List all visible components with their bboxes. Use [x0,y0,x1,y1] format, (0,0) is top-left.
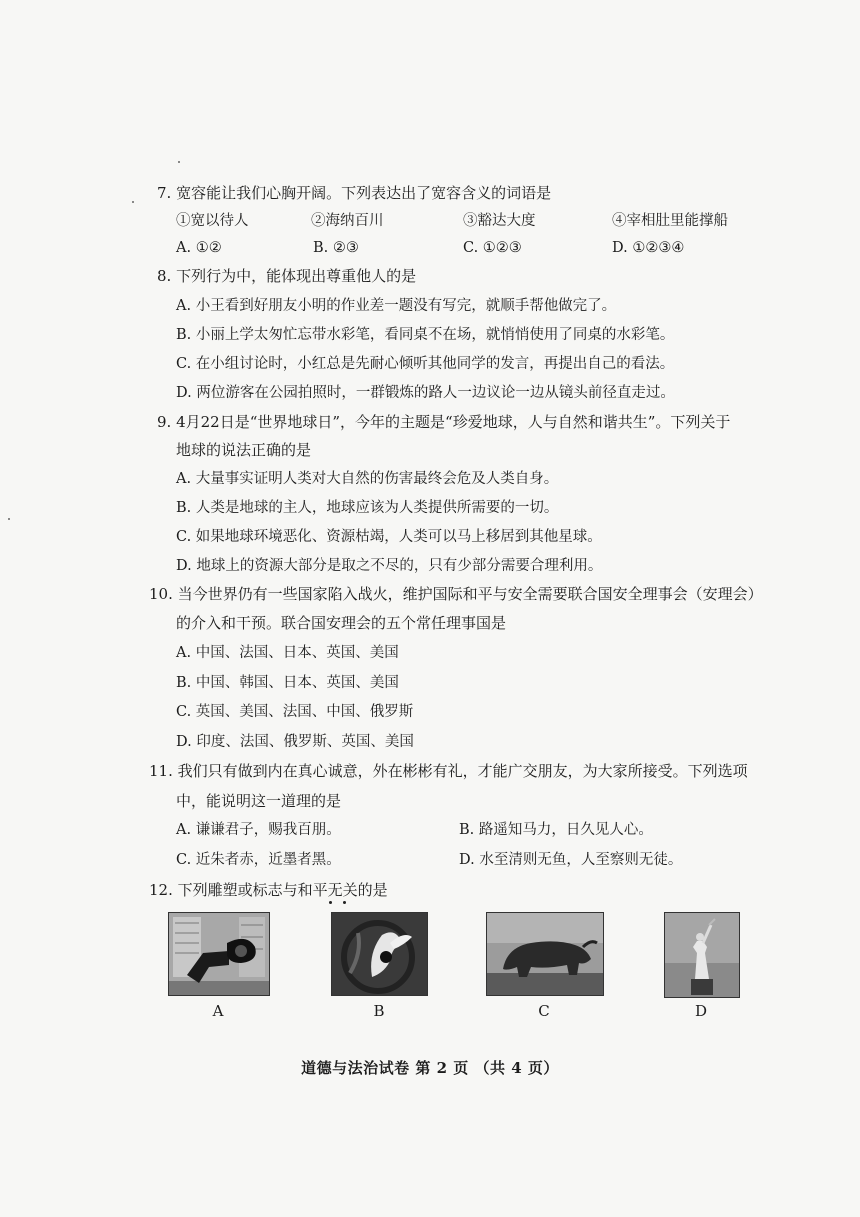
q8-option-c: C. 在小组讨论时，小红总是先耐心倾听其他同学的发言，再提出自己的看法。 [176,356,675,372]
knotted-gun-sculpture-icon [169,913,269,995]
q10-option-b: B. 中国、韩国、日本、英国、美国 [176,675,399,691]
q10-option-c: C. 英国、美国、法国、中国、俄罗斯 [176,704,414,720]
image-label-b: B [373,1002,385,1020]
peace-dove-emblem-image [331,912,428,996]
q11-option-d: D. 水至清则无鱼，人至察则无徒。 [459,852,683,868]
q12-stem: 12. 下列雕塑或标志与和平无关的是 [149,881,388,899]
q10-option-a: A. 中国、法国、日本、英国、美国 [176,645,399,661]
q8-option-b: B. 小丽上学太匆忙忘带水彩笔，看同桌不在场，就悄悄使用了同桌的水彩笔。 [176,327,675,343]
q9-option-b: B. 人类是地球的主人，地球应该为人类提供所需要的一切。 [176,500,559,516]
scan-speck [8,518,10,520]
bull-sculpture-icon [487,913,603,995]
q7-item-3: ③豁达大度 [463,213,536,229]
image-label-d: D [694,1002,708,1020]
q9-option-d: D. 地球上的资源大部分是取之不尽的，只有少部分需要合理利用。 [176,558,603,574]
scan-speck [178,161,180,163]
dove-emblem-icon [332,913,427,995]
image-label-a: A [212,1002,224,1020]
q7-option-b: B. ②③ [313,240,359,256]
q7-stem: 7. 宽容能让我们心胸开阔。下列表达出了宽容含义的词语是 [157,184,552,202]
statue-icon [665,913,739,997]
emphasis-dot [329,901,332,904]
emphasis-dot [343,901,346,904]
q10-stem-line2: 的介入和干预。联合国安理会的五个常任理事国是 [176,614,507,632]
q9-option-c: C. 如果地球环境恶化、资源枯竭，人类可以马上移居到其他星球。 [176,529,602,545]
q8-option-a: A. 小王看到好朋友小明的作业差一题没有写完，就顺手帮他做完了。 [176,298,617,314]
q10-option-d: D. 印度、法国、俄罗斯、英国、美国 [176,734,414,750]
q9-stem-line1: 9. 4月22日是“世界地球日”，今年的主题是“珍爱地球，人与自然和谐共生”。下列关于 [157,413,731,431]
q8-stem: 8. 下列行为中，能体现出尊重他人的是 [157,267,417,285]
q8-option-d: D. 两位游客在公园拍照时，一群锻炼的路人一边议论一边从镜头前径直走过。 [176,385,675,401]
q11-option-a: A. 谦谦君子，赐我百朋。 [176,822,341,838]
q11-option-b: B. 路遥知马力，日久见人心。 [459,822,653,838]
q7-item-1: ①宽以待人 [176,213,249,229]
q7-option-d: D. ①②③④ [612,240,685,256]
q9-option-a: A. 大量事实证明人类对大自然的伤害最终会危及人类自身。 [176,471,559,487]
bull-sculpture-image [486,912,604,996]
knotted-gun-sculpture-image [168,912,270,996]
q10-stem-line1: 10. 当今世界仍有一些国家陷入战火，维护国际和平与安全需要联合国安全理事会（安理会） [149,585,763,603]
image-label-c: C [538,1002,550,1020]
q9-stem-line2: 地球的说法正确的是 [176,441,312,459]
page-footer: 道德与法治试卷 第 2 页 （共 4 页） [301,1059,559,1077]
q7-item-2: ②海纳百川 [311,213,384,229]
statue-image [664,912,740,998]
q11-stem-line1: 11. 我们只有做到内在真心诚意，外在彬彬有礼，才能广交朋友，为大家所接受。下列选项 [149,762,748,780]
q11-option-c: C. 近朱者赤，近墨者黑。 [176,852,341,868]
q7-option-c: C. ①②③ [463,240,522,256]
q7-item-4: ④宰相肚里能撑船 [612,213,728,229]
scan-speck [132,201,134,203]
q7-option-a: A. ①② [176,240,222,256]
q11-stem-line2: 中，能说明这一道理的是 [176,792,342,810]
